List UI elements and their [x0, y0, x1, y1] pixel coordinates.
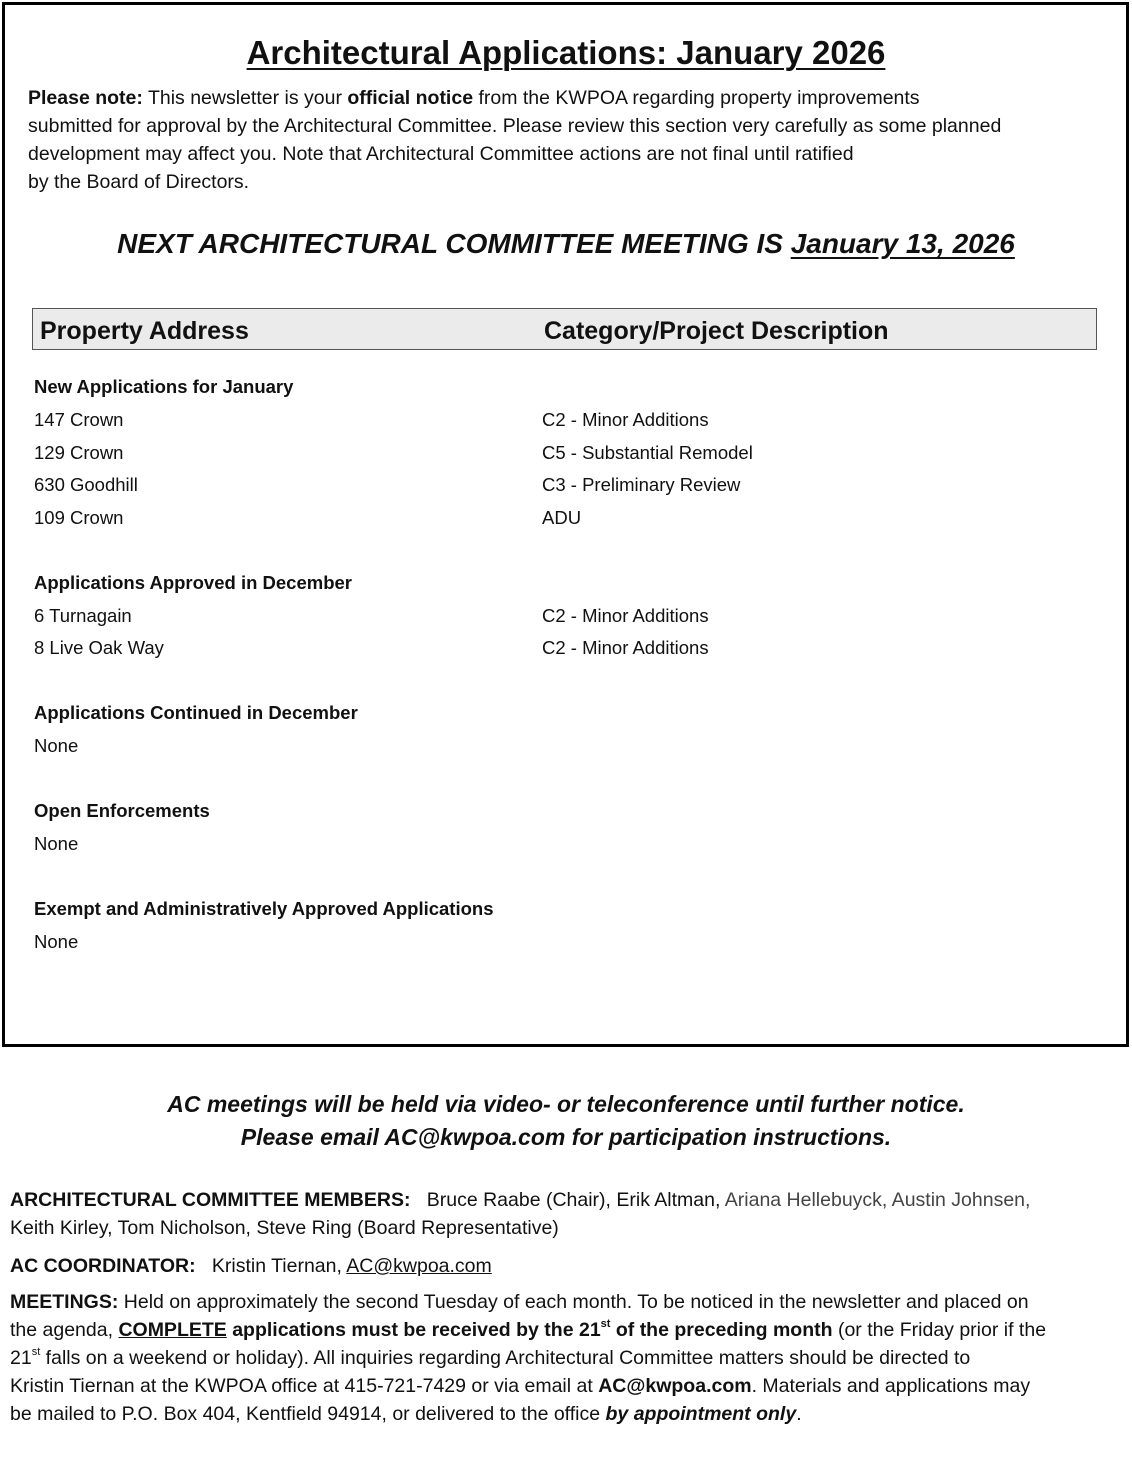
- table-row-description: ADU: [542, 507, 582, 528]
- table-header: [32, 308, 1097, 350]
- complete-emphasis: COMPLETE: [118, 1319, 227, 1341]
- table-row-description: C2 - Minor Additions: [542, 637, 709, 658]
- appointment-only-emphasis: by appointment only: [605, 1403, 797, 1425]
- section-title-approved: Applications Approved in December: [34, 572, 352, 593]
- table-row-address: 129 Crown: [34, 442, 124, 463]
- ac-coordinator: AC COORDINATOR: Kristin Tiernan, AC@kwpoa.com: [10, 1255, 492, 1277]
- section-title-new: New Applications for January: [34, 376, 294, 397]
- column-header-description: Category/Project Description: [544, 317, 889, 345]
- next-meeting-date: January 13, 2026: [790, 228, 1015, 259]
- notice-label: Please note:: [28, 87, 143, 109]
- section-title-exempt: Exempt and Administratively Approved Applications: [34, 898, 494, 919]
- section-title-enforcements: Open Enforcements: [34, 800, 210, 821]
- page-title: Architectural Applications: January 2026: [246, 34, 886, 71]
- table-row-address: 109 Crown: [34, 507, 124, 528]
- column-header-address: Property Address: [40, 317, 249, 345]
- section-title-continued: Applications Continued in December: [34, 702, 358, 723]
- teleconference-notice: AC meetings will be held via video- or teleconference until further notice. Please email AC@kwpoa.com for participation instructions.: [167, 1091, 965, 1150]
- official-notice-paragraph: Please note: This newsletter is your official notice from the KWPOA regarding property improvements submitted for approval by the Architectural Committee. Please review this section very carefully as some planned development may affect you. Note that Architectural Committee actions are not final until ratified by the Board of Directors.: [28, 87, 1002, 193]
- meetings-info: MEETINGS: Held on approximately the second Tuesday of each month. To be noticed in the newsletter and placed on the agenda, COMPLETE applications must be received by the 21st of the preceding month (or the Friday prior if the 21st falls on a weekend or holiday). All inquiries regarding Architectural Committee matters should be directed to Kristin Tiernan at the KWPOA office at 415-721-7429 or via email at AC@kwpoa.com. Materials and applications may be mailed to P.O. Box 404, Kentfield 94914, or delivered to the office by appointment only.: [10, 1291, 1047, 1425]
- table-row-description: C5 - Substantial Remodel: [542, 442, 753, 463]
- table-row-description: C3 - Preliminary Review: [542, 474, 741, 495]
- section-value-enforcements: None: [34, 833, 79, 854]
- next-meeting-heading: NEXT ARCHITECTURAL COMMITTEE MEETING IS January 13, 2026: [117, 228, 1015, 259]
- section-value-exempt: None: [34, 931, 79, 952]
- table-row-address: 6 Turnagain: [34, 605, 132, 626]
- table-row-address: 630 Goodhill: [34, 474, 138, 495]
- table-row-description: C2 - Minor Additions: [542, 409, 709, 430]
- official-notice-emphasis: official notice: [347, 87, 474, 109]
- table-row-address: 8 Live Oak Way: [34, 637, 164, 658]
- meetings-email-link[interactable]: AC@kwpoa.com: [598, 1375, 752, 1397]
- table-row-description: C2 - Minor Additions: [542, 605, 709, 626]
- section-value-continued: None: [34, 735, 79, 756]
- table-row-address: 147 Crown: [34, 409, 124, 430]
- committee-members: ARCHITECTURAL COMMITTEE MEMBERS: Bruce Raabe (Chair), Erik Altman, Ariana Hellebuyck, Austin Johnsen, Keith Kirley, Tom Nicholson, Steve Ring (Board Representative): [10, 1189, 1031, 1239]
- coordinator-email-link[interactable]: AC@kwpoa.com: [346, 1255, 492, 1277]
